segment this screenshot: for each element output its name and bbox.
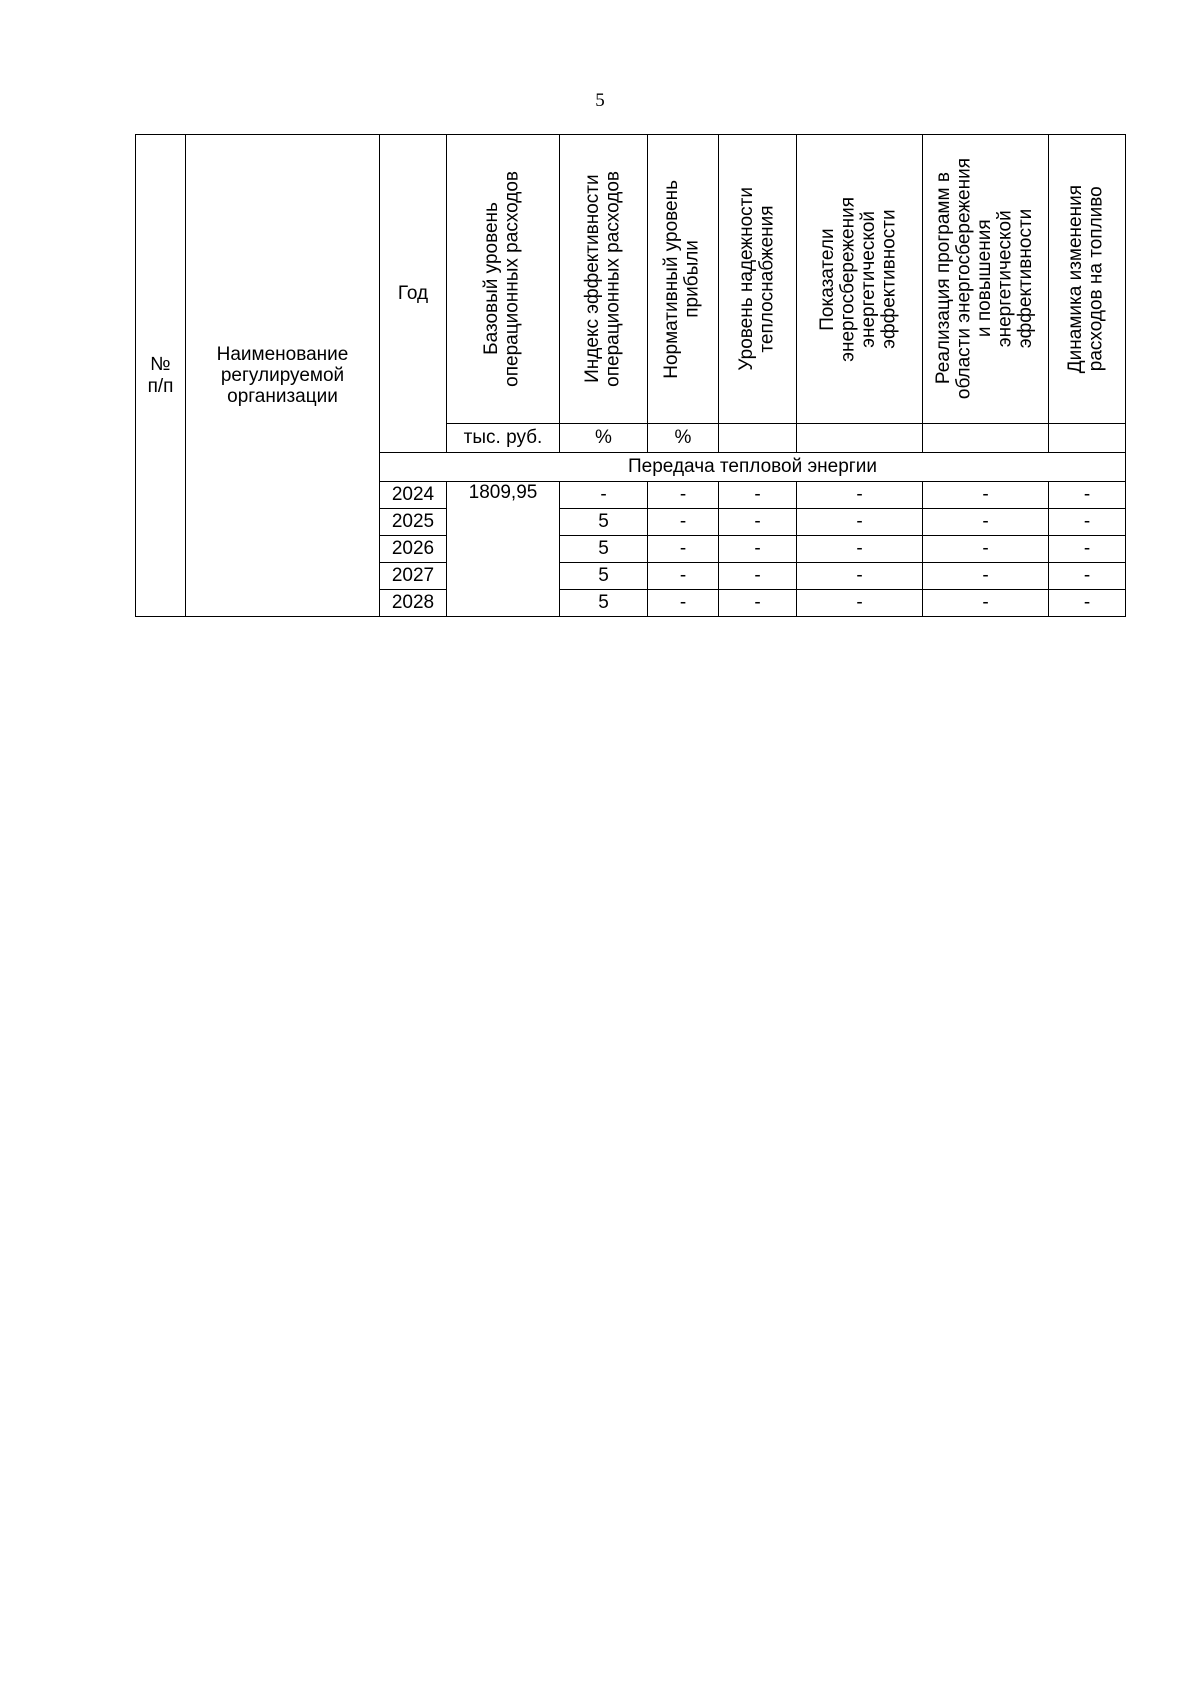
cell-energy-indicators: -: [797, 536, 923, 563]
unit-reliability: [719, 424, 797, 453]
header-fuel-dynamics-text: Динамика изменения расходов на топливо: [1065, 184, 1107, 374]
cell-year: 2025: [380, 509, 447, 536]
header-energy-indicators: [797, 135, 923, 424]
section-title: Передача тепловой энергии: [380, 453, 1126, 482]
cell-fuel-dynamics: -: [1049, 590, 1126, 617]
header-year: [380, 135, 447, 453]
cell-fuel-dynamics: -: [1049, 509, 1126, 536]
header-energy-programs-text: Реализация программ в области энергосбережения и повышения энергетической эффективности: [933, 158, 1037, 400]
header-year-text: Год: [397, 282, 429, 304]
cell-base-cost: 1809,95: [447, 482, 560, 617]
cell-fuel-dynamics: -: [1049, 536, 1126, 563]
header-efficiency-index: [560, 135, 648, 424]
cell-profit-level: -: [648, 536, 719, 563]
cell-energy-indicators: -: [797, 509, 923, 536]
header-efficiency-index-text: Индекс эффективности операционных расходов: [581, 171, 624, 387]
header-energy-programs: [923, 135, 1049, 424]
unit-efficiency-index: %: [560, 424, 648, 453]
cell-year: 2026: [380, 536, 447, 563]
cell-reliability: -: [719, 563, 797, 590]
cell-reliability: -: [719, 509, 797, 536]
cell-efficiency-index: 5: [560, 509, 648, 536]
header-base-cost-text: Базовый уровень операционных расходов: [481, 171, 523, 387]
unit-energy-indicators: [797, 424, 923, 453]
tariff-table: [135, 134, 1126, 617]
cell-energy-indicators: -: [797, 563, 923, 590]
header-fuel-dynamics: [1049, 135, 1126, 424]
cell-fuel-dynamics: -: [1049, 563, 1126, 590]
cell-fuel-dynamics: -: [1049, 482, 1126, 509]
cell-energy-programs: -: [923, 509, 1049, 536]
header-num: [136, 135, 186, 617]
header-profit-level-text: Нормативный уровень прибыли: [661, 179, 703, 379]
cell-profit-level: -: [648, 590, 719, 617]
header-name: [186, 135, 380, 617]
unit-energy-programs: [923, 424, 1049, 453]
cell-energy-programs: -: [923, 482, 1049, 509]
header-row: [136, 135, 1126, 424]
cell-energy-programs: -: [923, 590, 1049, 617]
cell-energy-programs: -: [923, 563, 1049, 590]
cell-energy-indicators: -: [797, 590, 923, 617]
cell-reliability: -: [719, 482, 797, 509]
header-reliability: [719, 135, 797, 424]
header-reliability-text: Уровень надежности теплоснабжения: [735, 187, 778, 371]
header-energy-indicators-text: Показатели энергосбережения энергетической эффективности: [817, 196, 901, 362]
header-base-cost: [447, 135, 560, 424]
cell-efficiency-index: 5: [560, 590, 648, 617]
cell-efficiency-index: -: [560, 482, 648, 509]
unit-base-cost: тыс. руб.: [447, 424, 560, 453]
cell-reliability: -: [719, 590, 797, 617]
cell-year: 2027: [380, 563, 447, 590]
cell-energy-indicators: -: [797, 482, 923, 509]
cell-reliability: -: [719, 536, 797, 563]
cell-profit-level: -: [648, 482, 719, 509]
cell-year: 2024: [380, 482, 447, 509]
cell-profit-level: -: [648, 509, 719, 536]
header-profit-level: [648, 135, 719, 424]
page-number: 5: [595, 90, 605, 111]
unit-profit-level: %: [648, 424, 719, 453]
cell-profit-level: -: [648, 563, 719, 590]
cell-year: 2028: [380, 590, 447, 617]
unit-fuel-dynamics: [1049, 424, 1126, 453]
cell-energy-programs: -: [923, 536, 1049, 563]
cell-efficiency-index: 5: [560, 563, 648, 590]
cell-efficiency-index: 5: [560, 536, 648, 563]
header-name-text: Наименование регулируемой организации: [216, 343, 349, 408]
header-num-text: № п/п: [147, 354, 174, 397]
